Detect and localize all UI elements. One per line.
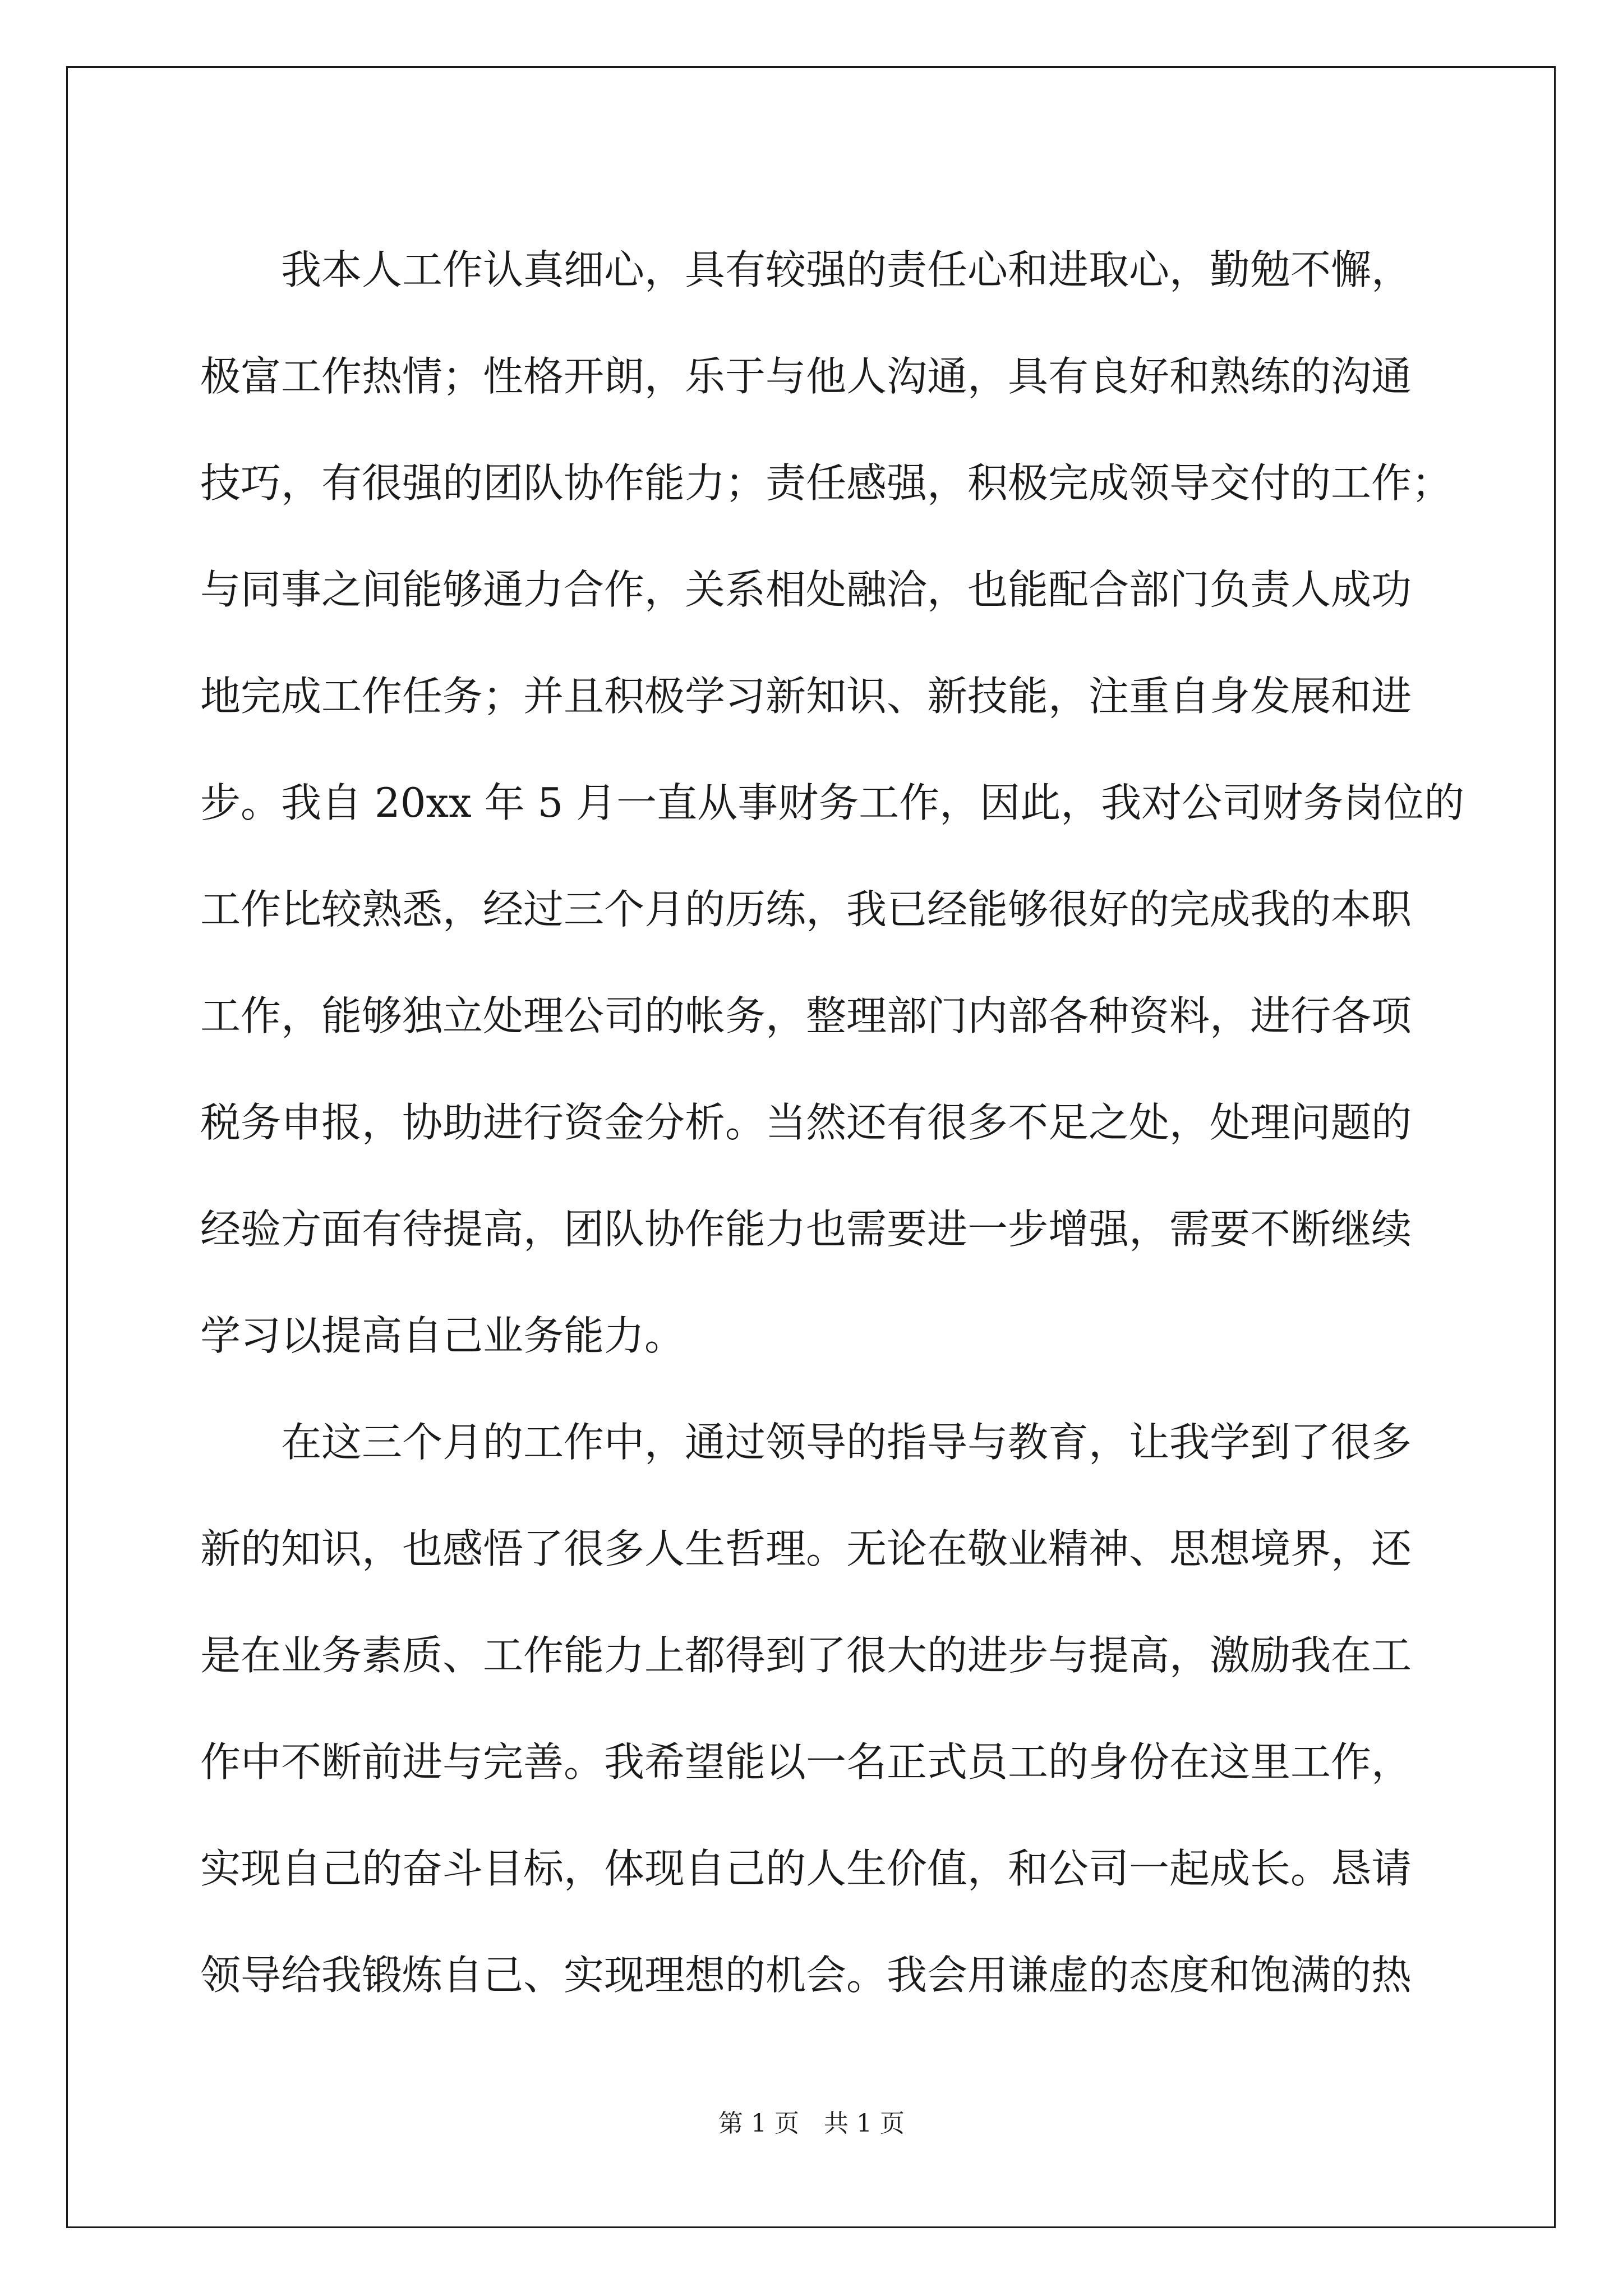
text-line: 税务申报，协助进行资金分析。当然还有很多不足之处，处理问题的 xyxy=(200,1099,1412,1146)
text-line: 工作，能够独立处理公司的帐务，整理部门内部各种资料，进行各项 xyxy=(200,992,1412,1039)
text-line: 实现自己的奋斗目标，体现自己的人生价值，和公司一起成长。恳请 xyxy=(200,1845,1412,1892)
text-line: 极富工作热情；性格开朗，乐于与他人沟通，具有良好和熟练的沟通 xyxy=(200,353,1412,400)
text-line: 经验方面有待提高，团队协作能力也需要进一步增强，需要不断继续 xyxy=(200,1205,1412,1253)
text-line: 我本人工作认真细心，具有较强的责任心和进取心，勤勉不懈， xyxy=(200,246,1412,293)
page-number: 第 1 页 共 1 页 xyxy=(718,2109,905,2138)
text-line: 技巧，有很强的团队协作能力；责任感强，积极完成领导交付的工作； xyxy=(200,459,1453,507)
text-line: 步。我自 20xx 年 5 月一直从事财务工作，因此，我对公司财务岗位的 xyxy=(200,779,1465,826)
text-line: 与同事之间能够通力合作，关系相处融洽，也能配合部门负责人成功 xyxy=(200,566,1412,613)
text-line: 领导给我锻炼自己、实现理想的机会。我会用谦虚的态度和饱满的热 xyxy=(200,1952,1412,1999)
text-line: 新的知识，也感悟了很多人生哲理。无论在敬业精神、思想境界，还 xyxy=(200,1525,1412,1572)
text-line: 是在业务素质、工作能力上都得到了很大的进步与提高，激励我在工 xyxy=(200,1632,1412,1679)
text-line: 作中不断前进与完善。我希望能以一名正式员工的身份在这里工作， xyxy=(200,1738,1412,1786)
page-footer xyxy=(0,2107,1623,2141)
text-line: 地完成工作任务；并且积极学习新知识、新技能，注重自身发展和进 xyxy=(200,673,1412,720)
text-line: 在这三个月的工作中，通过领导的指导与教育，让我学到了很多 xyxy=(200,1419,1412,1466)
text-line: 学习以提高自己业务能力。 xyxy=(200,1312,685,1359)
text-line: 工作比较熟悉，经过三个月的历练，我已经能够很好的完成我的本职 xyxy=(200,886,1412,933)
document-body xyxy=(200,217,1465,2028)
